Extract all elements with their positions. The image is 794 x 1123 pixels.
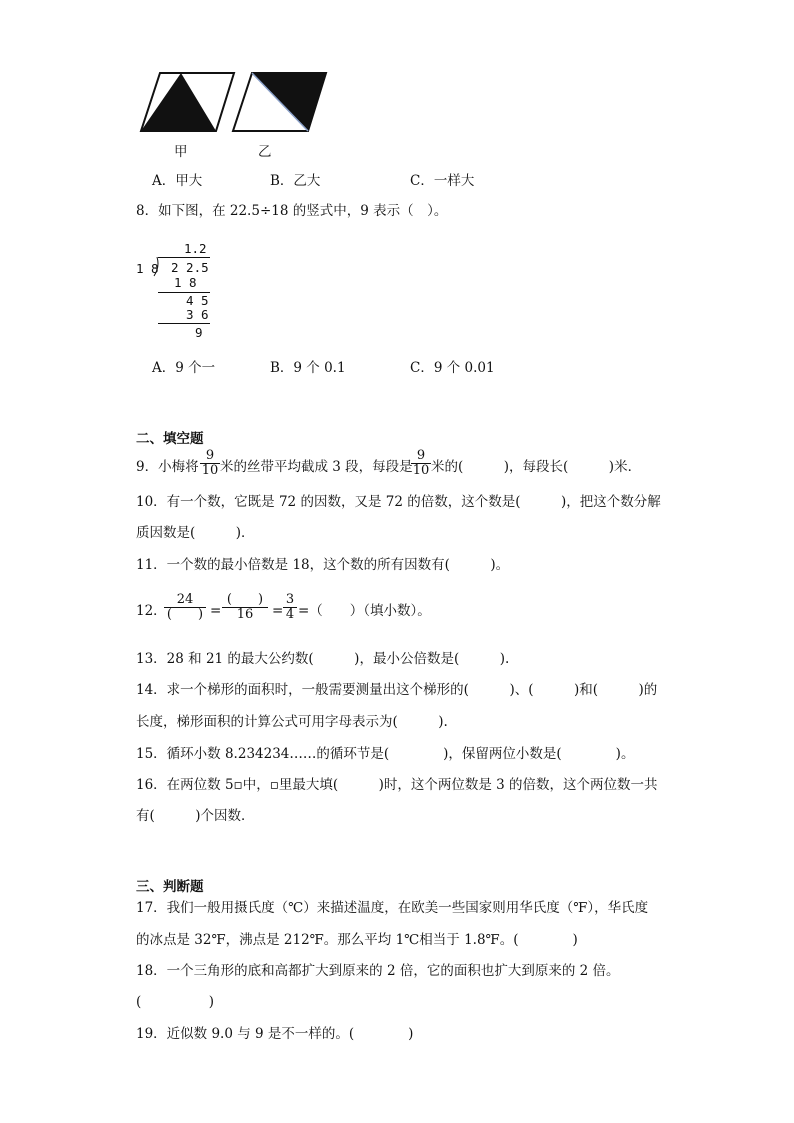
q11-text: 11．一个数的最小倍数是 18，这个数的所有因数有( )。	[136, 557, 510, 573]
q9-fraction-2	[411, 449, 431, 478]
q12-label: 12．	[136, 603, 167, 619]
q9-part3: 米的( )，每段长( )米．	[431, 459, 642, 475]
q14-line-1: 14．求一个梯形的面积时，一般需要测量出这个梯形的( )、( )和( )的	[136, 682, 658, 698]
q9-part2: 米的丝带平均截成 3 段，每段是	[220, 459, 413, 475]
q10-line-2: 质因数是( )．	[136, 525, 255, 541]
q9-frac2-numerator: 9	[416, 448, 426, 463]
q12-f1-numerator: 24	[176, 592, 194, 607]
section-3-title: 三、判断题	[136, 879, 204, 895]
q12-f2-numerator: ( )	[226, 592, 264, 607]
division-bracket	[153, 257, 161, 277]
q7-figures	[136, 68, 336, 138]
q7-option-a[interactable]: A．甲大	[152, 173, 203, 189]
figure-label-yi: 乙	[258, 144, 272, 160]
division-row-3: 3 6	[186, 307, 209, 322]
q14-line-2: 长度，梯形面积的计算公式可用字母表示为( ).	[136, 714, 448, 730]
q12-fraction-1	[164, 593, 206, 622]
q10-line-1: 10．有一个数，它既是 72 的因数，又是 72 的倍数，这个数是( )，把这个数分解	[136, 494, 661, 510]
division-top-line	[158, 257, 210, 258]
q18-line-1: 18．一个三角形的底和高都扩大到原来的 2 倍，它的面积也扩大到原来的 2 倍。	[136, 963, 620, 979]
q7-option-c[interactable]: C．一样大	[410, 173, 475, 189]
q9-fraction-1	[200, 449, 220, 478]
figure-label-jia: 甲	[174, 144, 188, 160]
figure-yi-parallelogram	[233, 73, 326, 131]
q8-option-c[interactable]: C．9 个 0.01	[410, 360, 495, 376]
q9-frac1-denominator: 10	[201, 463, 219, 478]
q8-stem: 8．如下图，在 22.5÷18 的竖式中，9 表示（ ）。	[136, 203, 448, 219]
q12-f1-denominator: ( )	[166, 607, 204, 622]
division-quotient: 1.2	[184, 241, 207, 256]
q15-text: 15．循环小数 8.234234……的循环节是( )，保留两位小数是( )。	[136, 746, 635, 762]
q9-frac1-numerator: 9	[205, 448, 215, 463]
q12-equals-1: =	[210, 603, 222, 619]
long-division	[134, 238, 224, 343]
division-remainder: 9	[195, 325, 203, 340]
section-2-title: 二、填空题	[136, 431, 204, 447]
q12-fraction-3	[283, 593, 297, 622]
q12-f2-denominator: 16	[236, 607, 254, 622]
q16-line-2: 有( )个因数．	[136, 808, 255, 824]
figure-jia-parallelogram	[141, 73, 234, 131]
division-row-1: 1 8	[174, 275, 197, 290]
q9-frac2-denominator: 10	[412, 463, 430, 478]
q12-f3-numerator: 3	[285, 592, 295, 607]
q8-option-b[interactable]: B．9 个 0.1	[270, 360, 346, 376]
q12-f3-denominator: 4	[285, 607, 295, 622]
q17-line-1: 17．我们一般用摄氏度（℃）来描述温度，在欧美一些国家则用华氏度（℉），华氏度	[136, 900, 649, 916]
q19-text: 19．近似数 9.0 与 9 是不一样的。( )	[136, 1026, 414, 1042]
q17-line-2: 的冰点是 32℉，沸点是 212℉。那么平均 1℃相当于 1.8℉。( )	[136, 932, 578, 948]
division-line-2	[158, 323, 210, 324]
q18-line-2: ( )	[136, 994, 215, 1010]
q13-text: 13．28 和 21 的最大公约数( )，最小公倍数是( ).	[136, 651, 510, 667]
q12-fraction-2	[222, 593, 268, 622]
q7-option-b[interactable]: B．乙大	[270, 173, 321, 189]
q12-tail: =（ ）（填小数）。	[298, 603, 431, 619]
q9-part1: 9．小梅将	[136, 459, 199, 475]
division-dividend: 2 2.5	[171, 260, 209, 275]
division-row-2: 4 5	[186, 293, 209, 308]
division-divisor: 1 8	[136, 261, 159, 276]
q12-equals-2: =	[272, 603, 284, 619]
q8-option-a[interactable]: A．9 个一	[152, 360, 216, 376]
q16-line-1: 16．在两位数 5▫中，▫里最大填( )时，这个两位数是 3 的倍数，这个两位数一共	[136, 777, 658, 793]
